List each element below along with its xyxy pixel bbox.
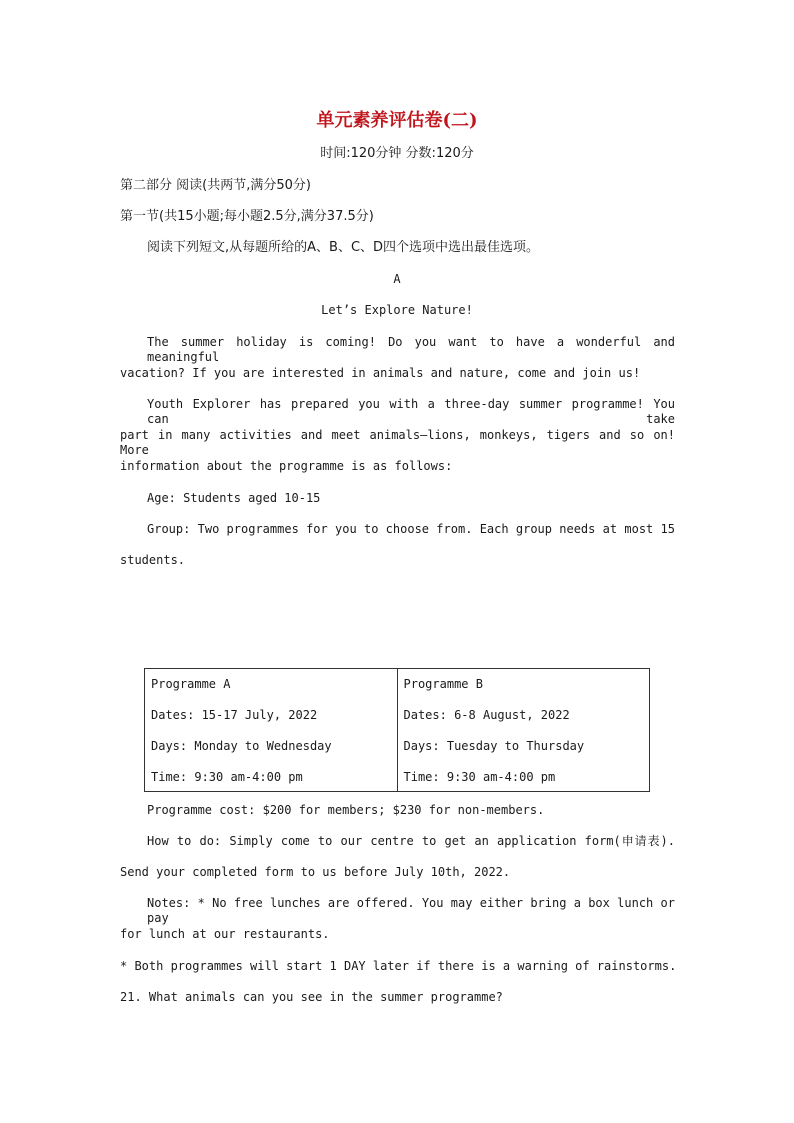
section-subsection: 第一节(共15小题;每小题2.5分,满分37.5分) — [120, 209, 374, 224]
programme-dates: Dates: 6-8 August, 2022 — [403, 708, 570, 722]
exam-meta: 时间:120分钟 分数:120分 — [320, 146, 474, 161]
programme-time: Time: 9:30 am-4:00 pm — [403, 770, 556, 784]
page-title: 单元素养评估卷(二) — [316, 110, 478, 131]
passage-group: Group: Two programmes for you to choose from. Each group needs at most 15 — [147, 522, 675, 536]
programme-table — [144, 668, 650, 792]
programme-cost: Programme cost: $200 for members; $230 for non-members. — [147, 803, 545, 817]
programme-b-cell — [397, 669, 650, 792]
programme-name: Programme A — [151, 677, 231, 691]
howto-text: Send your completed form to us before July 10th, 2022. — [120, 865, 511, 879]
programme-time: Time: 9:30 am-4:00 pm — [151, 770, 303, 784]
question-21: 21. What animals can you see in the summer programme? — [120, 990, 503, 1004]
programme-days: Days: Tuesday to Thursday — [403, 739, 585, 753]
programme-days: Days: Monday to Wednesday — [151, 739, 332, 753]
passage-group: students. — [120, 553, 186, 567]
passage-text: part in many activities and meet animals—lions, monkeys, tigers and so on! More — [120, 428, 675, 457]
programme-a-cell — [145, 669, 398, 792]
passage-heading: Let’s Explore Nature! — [321, 303, 473, 317]
passage-text: Youth Explorer has prepared you with a three-day summer programme! You can take — [147, 397, 675, 426]
passage-text: The summer holiday is coming! Do you want to have a wonderful and meaningful — [147, 335, 675, 364]
passage-label: A — [393, 272, 401, 286]
notes-text: Notes: * No free lunches are offered. You may either bring a box lunch or pay — [147, 896, 675, 925]
notes-text: * Both programmes will start 1 DAY later if there is a warning of rainstorms. — [120, 959, 677, 973]
section-instruction: 阅读下列短文,从每题所给的A、B、C、D四个选项中选出最佳选项。 — [147, 240, 540, 255]
programme-dates: Dates: 15-17 July, 2022 — [151, 708, 318, 722]
notes-text: for lunch at our restaurants. — [120, 927, 330, 941]
passage-age: Age: Students aged 10-15 — [147, 491, 321, 505]
passage-text: vacation? If you are interested in animals and nature, come and join us! — [120, 366, 641, 380]
howto-text: How to do: Simply come to our centre to get an application form(申请表). — [147, 834, 675, 848]
passage-text: information about the programme is as follows: — [120, 459, 453, 473]
section-part: 第二部分 阅读(共两节,满分50分) — [120, 178, 311, 193]
programme-name: Programme B — [403, 677, 483, 691]
